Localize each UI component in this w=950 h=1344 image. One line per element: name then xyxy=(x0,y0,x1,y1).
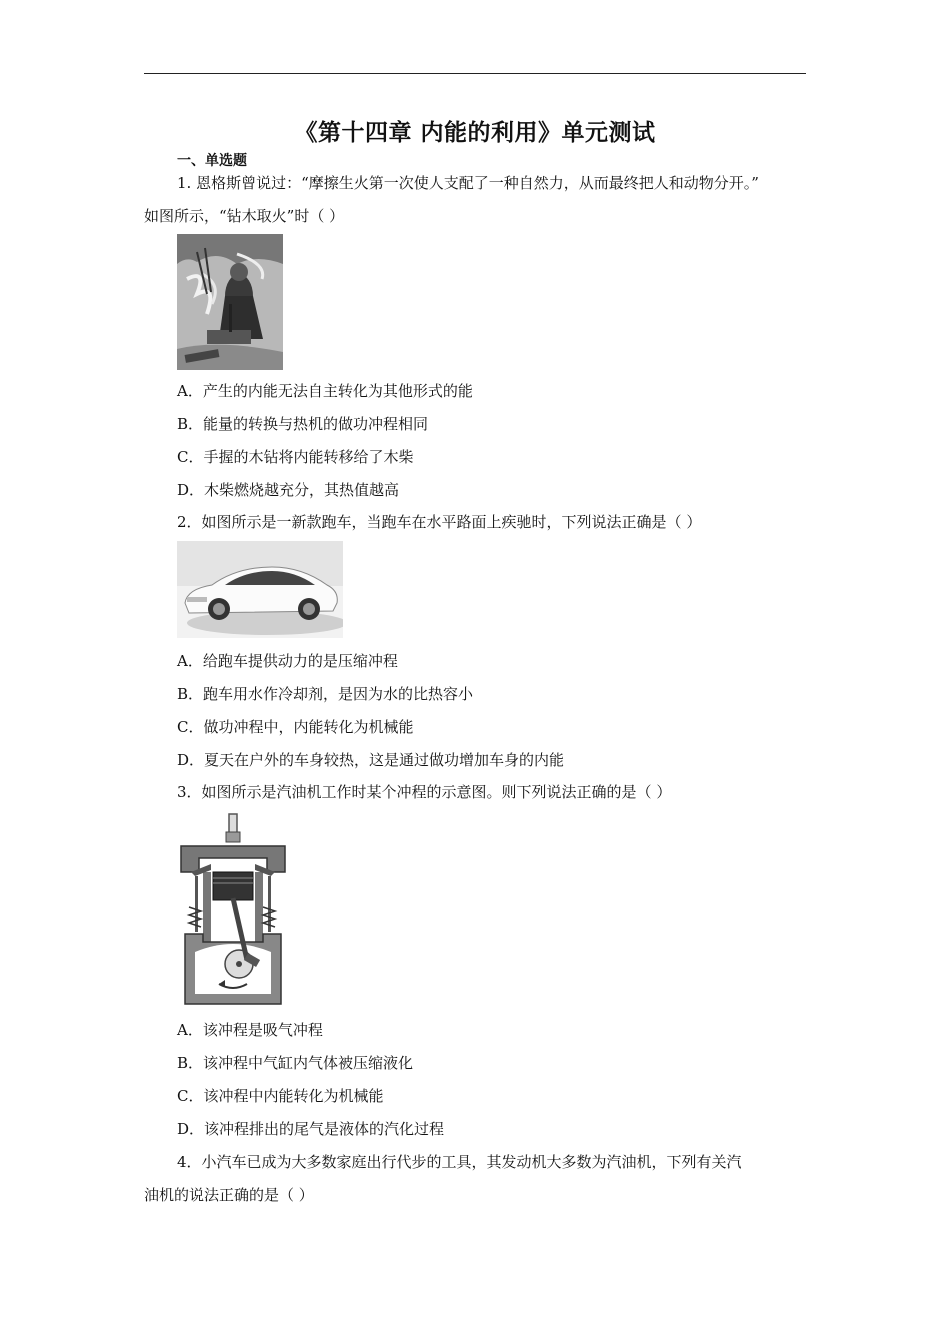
q2-stem-line-1: 2．如图所示是一新款跑车，当跑车在水平路面上疾驰时，下列说法正确是（ ） xyxy=(177,513,702,531)
q1-option-b: B．能量的转换与热机的做功冲程相同 xyxy=(177,415,429,433)
q4-stem-line-2: 油机的说法正确的是（ ） xyxy=(144,1186,314,1204)
q2-option-c: C．做功冲程中，内能转化为机械能 xyxy=(177,718,414,736)
q2-option-a: A．给跑车提供动力的是压缩冲程 xyxy=(177,652,398,670)
gasoline-engine-stroke-diagram xyxy=(177,812,289,1010)
q1-option-a: A．产生的内能无法自主转化为其他形式的能 xyxy=(177,382,473,400)
q2-option-b: B．跑车用水作冷却剂，是因为水的比热容小 xyxy=(177,685,474,703)
q1-option-c: C．手握的木钻将内能转移给了木柴 xyxy=(177,448,414,466)
q2-option-d: D．夏天在户外的车身较热，这是通过做功增加车身的内能 xyxy=(177,751,565,769)
section-heading: 一、单选题 xyxy=(177,153,247,169)
q4-stem-line-1: 4．小汽车已成为大多数家庭出行代步的工具，其发动机大多数为汽油机，下列有关汽 xyxy=(177,1153,742,1171)
sports-car-image xyxy=(177,541,343,638)
drilling-wood-fire-image xyxy=(177,234,283,370)
q3-option-a: A．该冲程是吸气冲程 xyxy=(177,1021,323,1039)
q1-stem-line-1: 1. 恩格斯曾说过：“摩擦生火第一次使人支配了一种自然力，从而最终把人和动物分开。” xyxy=(177,174,759,192)
q3-option-c: C．该冲程中内能转化为机械能 xyxy=(177,1087,384,1105)
q1-option-d: D．木柴燃烧越充分，其热值越高 xyxy=(177,481,400,499)
q3-stem-line-1: 3．如图所示是汽油机工作时某个冲程的示意图。则下列说法正确的是（ ） xyxy=(177,783,672,801)
header-rule xyxy=(144,73,806,74)
q3-option-d: D．该冲程排出的尾气是液体的汽化过程 xyxy=(177,1120,445,1138)
q3-option-b: B．该冲程中气缸内气体被压缩液化 xyxy=(177,1054,414,1072)
document-title: 《第十四章 内能的利用》单元测试 xyxy=(294,120,656,146)
q1-stem-line-2: 如图所示，“钻木取火”时（ ） xyxy=(144,207,345,225)
